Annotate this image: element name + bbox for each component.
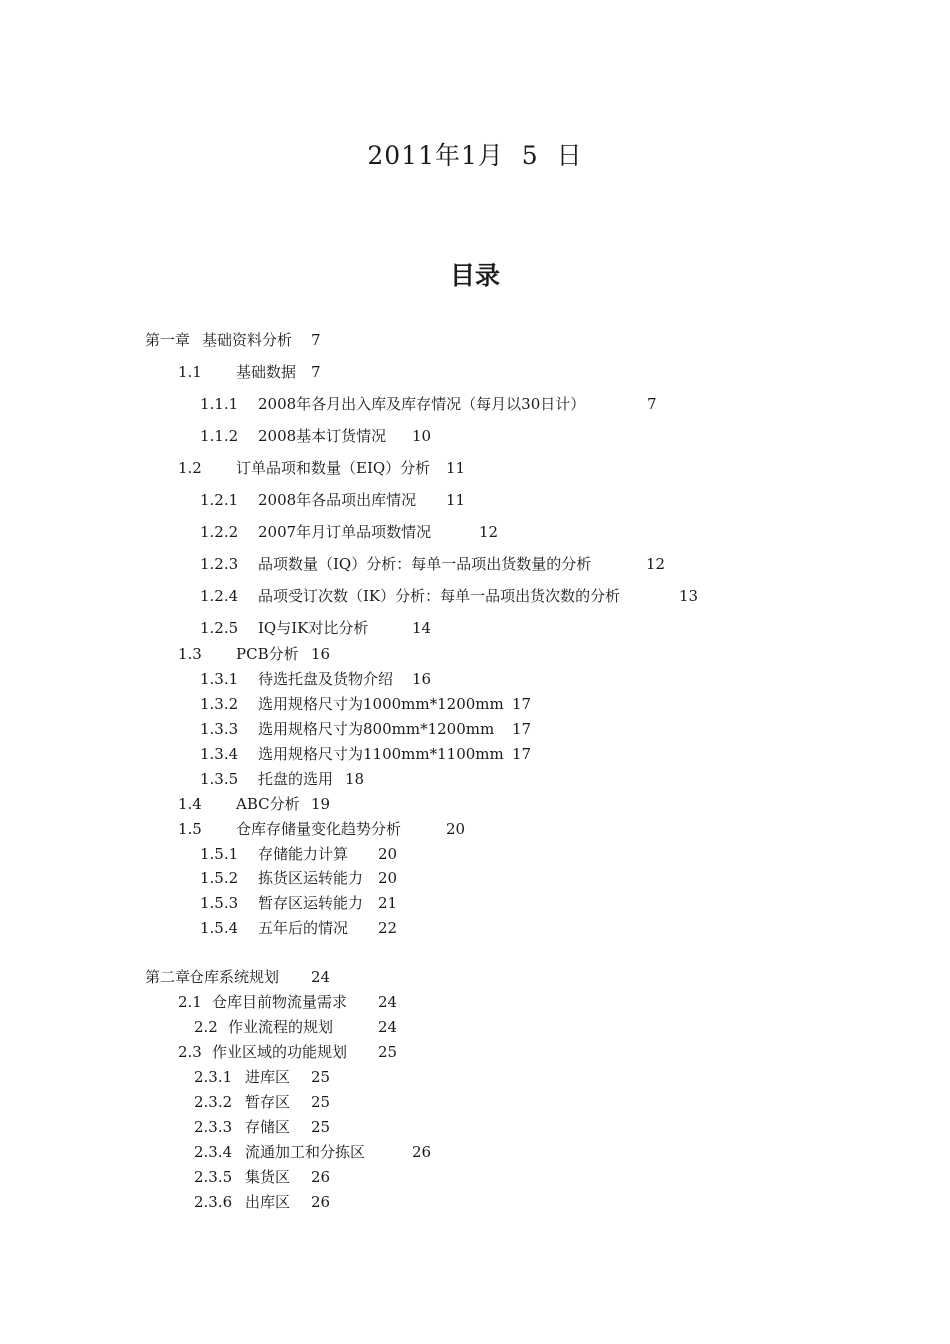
toc-entry-number: 第二章 [145, 968, 191, 986]
toc-entry-number: 1.3 [178, 645, 202, 663]
toc-entry-number: 1.2.1 [200, 491, 239, 509]
toc-entry-title: 基础资料分析 [202, 331, 293, 349]
toc-entry [178, 363, 321, 381]
toc-entry-page: 19 [311, 795, 331, 813]
toc-entry-page: 13 [679, 587, 699, 605]
toc-entry-page: 26 [311, 1193, 331, 1211]
toc-entry [194, 1193, 331, 1211]
toc-entry-page: 20 [378, 869, 398, 887]
toc-entry-page: 14 [412, 619, 432, 637]
toc-entry [200, 770, 365, 788]
toc-entry-title: 2008年各品项出库情况 [258, 491, 417, 509]
toc-entry-title: 流通加工和分拣区 [245, 1143, 366, 1161]
toc-entry-title: 集货区 [245, 1168, 291, 1186]
toc-entry-number: 2.3 [178, 1043, 202, 1061]
toc-entry-number: 2.3.4 [194, 1143, 233, 1161]
toc-entry [178, 1043, 398, 1061]
toc-entry [200, 745, 532, 763]
toc-entry-number: 1.4 [178, 795, 202, 813]
toc-entry-number: 2.3.6 [194, 1193, 233, 1211]
toc-entry-number: 2.2 [194, 1018, 218, 1036]
toc-entry-page: 7 [311, 331, 321, 349]
toc-entry-number: 1.3.3 [200, 720, 239, 738]
toc-entry-number: 1.2.2 [200, 523, 239, 541]
toc-entry-page: 16 [412, 670, 432, 688]
toc-entry-page: 16 [311, 645, 331, 663]
toc-entry-page: 26 [311, 1168, 331, 1186]
toc-entry-number: 1.1 [178, 363, 202, 381]
toc-entry [200, 619, 432, 637]
toc-entry-number: 1.3.4 [200, 745, 239, 763]
toc-entry-title: 2007年月订单品项数情况 [258, 523, 432, 541]
toc-entry-page: 20 [446, 820, 466, 838]
toc-entry-page: 17 [512, 695, 532, 713]
toc-entry [200, 523, 499, 541]
toc-entry [194, 1093, 331, 1111]
toc-entry [194, 1068, 331, 1086]
toc-entry-page: 25 [311, 1093, 331, 1111]
toc-entry-number: 1.3.5 [200, 770, 239, 788]
toc-entry-number: 2.3.2 [194, 1093, 233, 1111]
toc-entry [178, 645, 331, 663]
toc-entry [200, 491, 466, 509]
toc-entry-title: 仓库存储量变化趋势分析 [236, 820, 402, 838]
toc-entry-page: 7 [311, 363, 321, 381]
toc-entry-number: 1.5.1 [200, 845, 239, 863]
toc-entry-number: 1.2.4 [200, 587, 239, 605]
toc-entry-title: 五年后的情况 [258, 919, 349, 937]
toc-entry-title: 作业区域的功能规划 [212, 1043, 348, 1061]
toc-entry-title: 存储区 [245, 1118, 291, 1136]
toc-entry-page: 18 [345, 770, 365, 788]
toc-entry-number: 1.5.2 [200, 869, 239, 887]
toc-entry-page: 26 [412, 1143, 432, 1161]
toc-entry-number: 1.3.1 [200, 670, 239, 688]
toc-entry-page: 11 [446, 491, 466, 509]
toc-entry-page: 12 [646, 555, 666, 573]
toc-entry [145, 331, 321, 349]
toc-entry-title: 品项受订次数（IK）分析：每单一品项出货次数的分析 [258, 587, 621, 605]
toc-entry-number: 1.5.4 [200, 919, 239, 937]
toc-entry-page: 25 [311, 1068, 331, 1086]
toc-entry-title: 选用规格尺寸为1000mm*1200mm [258, 695, 504, 713]
toc-entry-number: 1.1.1 [200, 395, 239, 413]
toc-entry-page: 25 [311, 1118, 331, 1136]
toc-entry-title: 2008基本订货情况 [258, 427, 387, 445]
toc-entry-title: 仓库目前物流量需求 [212, 993, 348, 1011]
toc-entry [200, 695, 532, 713]
toc-entry-page: 25 [378, 1043, 398, 1061]
toc-entry [200, 395, 657, 413]
toc-entry-number: 1.5.3 [200, 894, 239, 912]
toc-entry-page: 24 [378, 1018, 398, 1036]
toc-entry-page: 22 [378, 919, 398, 937]
toc-entry [194, 1168, 331, 1186]
toc-entry [178, 459, 466, 477]
toc-entry-title: ABC分析 [236, 795, 300, 813]
toc-entry-number: 2.3.5 [194, 1168, 233, 1186]
toc-entry-page: 11 [446, 459, 466, 477]
toc-entry-number: 1.2 [178, 459, 202, 477]
toc-entry-page: 24 [311, 968, 331, 986]
toc-entry-title: 托盘的选用 [258, 770, 334, 788]
toc-entry-title: 选用规格尺寸为1100mm*1100mm [258, 745, 504, 763]
toc-entry-title: 出库区 [245, 1193, 291, 1211]
toc-entry-number: 1.5 [178, 820, 202, 838]
toc-entry-title: 存储能力计算 [258, 845, 349, 863]
toc-entry-page: 17 [512, 745, 532, 763]
toc-entry-number: 2.3.3 [194, 1118, 233, 1136]
toc-entry [200, 427, 432, 445]
toc-title: 目录 [449, 261, 500, 290]
toc-entry [200, 720, 532, 738]
toc-entry-page: 12 [479, 523, 499, 541]
toc-entry-title: 作业流程的规划 [228, 1018, 334, 1036]
toc-entry-title: 暂存区运转能力 [258, 894, 364, 912]
toc-entry-page: 24 [378, 993, 398, 1011]
toc-entry [200, 894, 398, 912]
toc-entry-page: 20 [378, 845, 398, 863]
toc-entry-number: 2.3.1 [194, 1068, 233, 1086]
toc-entry-title: 基础数据 [236, 363, 297, 381]
toc-entry [200, 919, 398, 937]
document-date: 2011年1月 5 日 [367, 141, 583, 170]
toc-entry-title: 品项数量（IQ）分析：每单一品项出货数量的分析 [258, 555, 592, 573]
toc-entry [200, 555, 666, 573]
toc-entry [178, 820, 466, 838]
toc-entry-page: 10 [412, 427, 432, 445]
toc-entry [194, 1143, 432, 1161]
toc-entry-number: 1.1.2 [200, 427, 239, 445]
toc-entry [178, 795, 331, 813]
toc-entry [200, 869, 398, 887]
toc-entry [200, 587, 699, 605]
toc-entry [178, 993, 398, 1011]
toc-entry-title: 拣货区运转能力 [258, 869, 364, 887]
toc-entry [194, 1018, 398, 1036]
toc-entry-page: 21 [378, 894, 398, 912]
toc-entry-number: 1.2.3 [200, 555, 239, 573]
toc-entry-title: PCB分析 [236, 645, 299, 663]
toc-entry [145, 968, 331, 986]
toc-entry-number: 1.3.2 [200, 695, 239, 713]
toc-entry-title: 暂存区 [245, 1093, 291, 1111]
toc-entry-number: 2.1 [178, 993, 202, 1011]
toc-entry-number: 第一章 [145, 331, 191, 349]
toc-entry-title: 仓库系统规划 [189, 968, 280, 986]
toc-entry [194, 1118, 331, 1136]
toc-entry-title: IQ与IK对比分析 [258, 619, 369, 637]
toc-entry-title: 选用规格尺寸为800mm*1200mm [258, 720, 495, 738]
toc-entry-page: 17 [512, 720, 532, 738]
toc-entry [200, 845, 398, 863]
toc-entry-title: 进库区 [245, 1068, 291, 1086]
toc-entry-title: 2008年各月出入库及库存情况（每月以30日计） [258, 395, 586, 413]
toc-entry-number: 1.2.5 [200, 619, 239, 637]
toc-entry-title: 订单品项和数量（EIQ）分析 [236, 459, 431, 477]
toc-entry-page: 7 [647, 395, 657, 413]
toc-entry-title: 待选托盘及货物介绍 [258, 670, 394, 688]
toc-entry [200, 670, 432, 688]
